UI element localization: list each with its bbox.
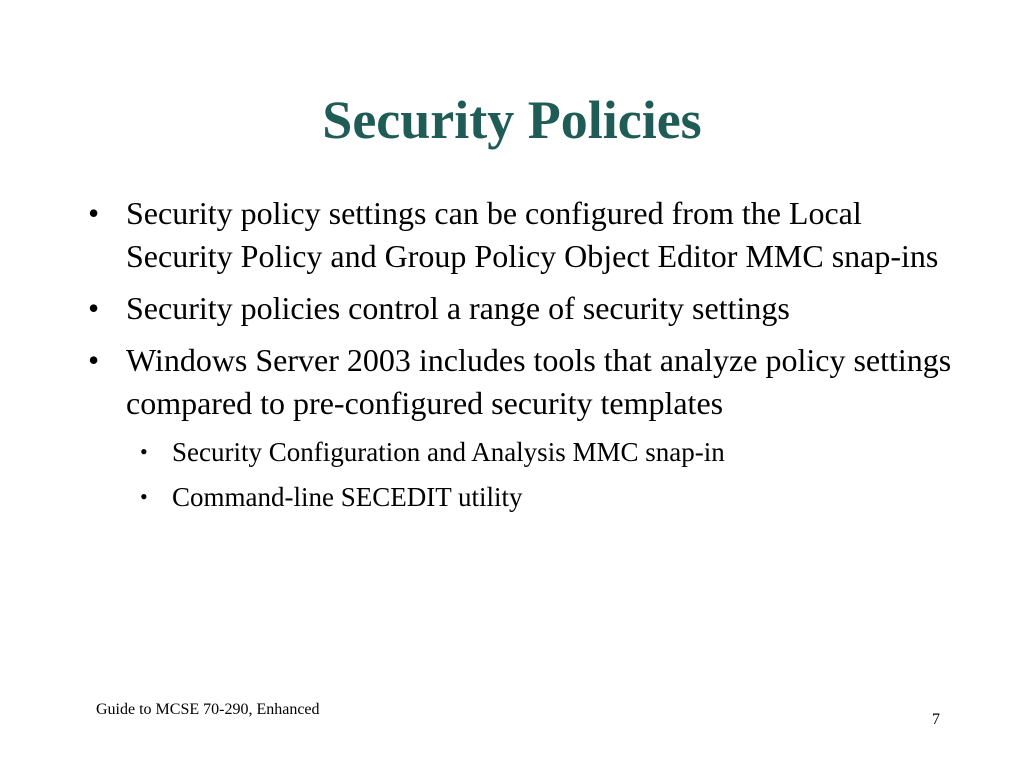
bullet-list	[88, 192, 958, 524]
sub-bullet-item	[88, 434, 958, 470]
bullet-item	[88, 192, 958, 278]
bullet-text: Windows Server 2003 includes tools that analyze policy settings compared to pre-configured security templates	[126, 342, 952, 421]
sub-bullet-group	[88, 434, 958, 515]
sub-bullet-item	[88, 479, 958, 515]
bullet-icon: •	[88, 195, 100, 231]
bullet-icon: •	[88, 342, 100, 378]
page-number: 7	[932, 711, 940, 728]
slide-title: Security Policies	[322, 90, 702, 150]
sub-bullet-list	[88, 434, 958, 515]
sub-bullet-icon: •	[140, 484, 148, 509]
footer-course-title: Guide to MCSE 70-290, Enhanced	[96, 701, 320, 718]
bullet-icon: •	[88, 290, 100, 326]
sub-bullet-text: Command-line SECEDIT utility	[172, 482, 523, 512]
bullet-item	[88, 287, 958, 330]
bullet-text: Security policy settings can be configured from the Local Security Policy and Group Policy Object Editor MMC snap-ins	[126, 195, 939, 274]
sub-bullet-icon: •	[140, 439, 148, 464]
bullet-item	[88, 339, 958, 425]
sub-bullet-text: Security Configuration and Analysis MMC snap-in	[172, 437, 725, 467]
bullet-text: Security policies control a range of security settings	[126, 290, 790, 326]
